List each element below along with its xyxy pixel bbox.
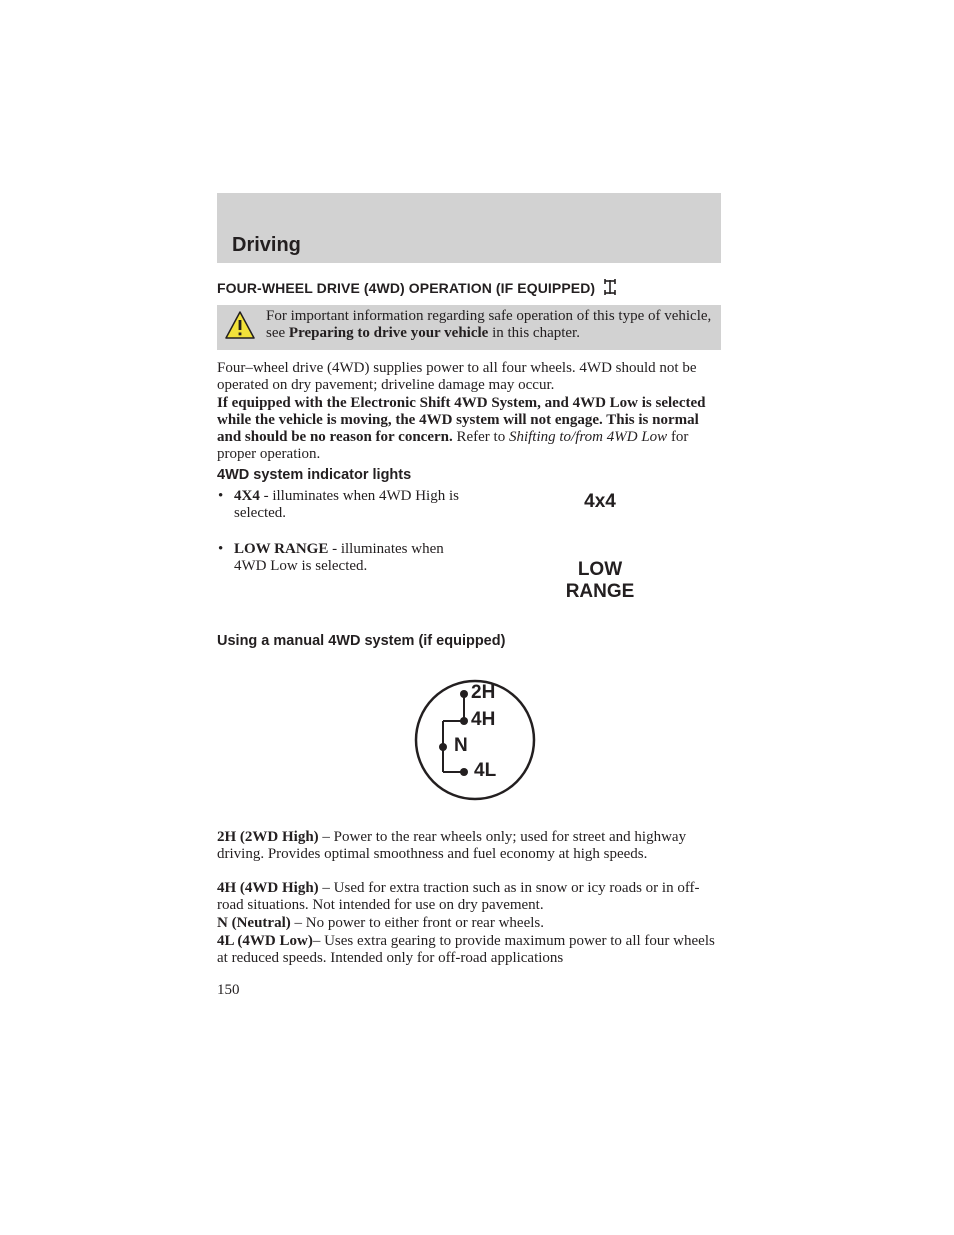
selector-position-4h: 4H xyxy=(471,709,496,730)
intro-paragraph: Four–wheel drive (4WD) supplies power to all four wheels. 4WD should not be operated on dry pavement; driveline damage may occur. xyxy=(217,360,697,393)
warning-text-after: in this chapter. xyxy=(488,325,580,341)
definition-4l xyxy=(217,933,721,967)
bullet-dot: • xyxy=(218,488,224,504)
definition-term: N (Neutral) xyxy=(217,915,291,931)
definition-term: 2H (2WD High) xyxy=(217,829,319,845)
shifting-reference: Shifting to/from 4WD Low xyxy=(508,429,668,445)
selector-position-n: N xyxy=(454,735,468,756)
indicator-description: - illuminates when 4WD High is selected. xyxy=(234,488,459,521)
section-title-text: FOUR-WHEEL DRIVE (4WD) OPERATION (IF EQUIPPED) xyxy=(217,280,596,296)
low-range-indicator-line2: RANGE xyxy=(565,581,635,602)
page-number: 150 xyxy=(217,982,240,998)
4wd-drivetrain-icon xyxy=(602,278,618,296)
warning-text xyxy=(266,308,718,342)
definition-text: – No power to either front or rear wheels. xyxy=(290,915,544,931)
chapter-title: Driving xyxy=(232,234,301,256)
definition-text: – Used for extra traction such as in snow or icy roads or in off-road situations. Not intended for use on dry pavement. xyxy=(217,880,700,913)
warning-triangle-icon xyxy=(224,310,256,340)
definition-term: 4H (4WD High) xyxy=(217,880,319,896)
selector-position-2h: 2H xyxy=(471,682,496,703)
definition-text: – Uses extra gearing to provide maximum power to all four wheels at reduced speeds. Intended only for off-road applications xyxy=(217,933,715,966)
definition-2h xyxy=(217,829,721,863)
refer-text-after: for proper operation. xyxy=(217,429,689,462)
selector-position-4l: 4L xyxy=(474,760,497,781)
indicator-label: 4X4 xyxy=(234,488,260,504)
low-range-indicator-line1: LOW xyxy=(577,559,623,580)
manual-4wd-heading: Using a manual 4WD system (if equipped) xyxy=(217,633,506,649)
indicator-label: LOW RANGE xyxy=(234,541,329,557)
list-item xyxy=(218,541,478,575)
warning-text-before: For important information regarding safe operation of this type of vehicle, see xyxy=(266,308,712,341)
definition-term: 4L (4WD Low) xyxy=(217,933,313,949)
transfer-case-selector-diagram xyxy=(413,678,537,802)
list-item xyxy=(218,488,478,522)
electronic-shift-warning: If equipped with the Electronic Shift 4WD System, and 4WD Low is selected while the vehicle is moving, the 4WD system will not engage. This is normal and should be no reason for concern. xyxy=(217,395,706,445)
definition-n xyxy=(217,915,721,932)
4x4-indicator-light: 4x4 xyxy=(584,491,616,512)
electronic-shift-paragraph xyxy=(217,395,721,463)
warning-link-text: Preparing to drive your vehicle xyxy=(288,325,489,341)
definition-text: – Power to the rear wheels only; used for street and highway driving. Provides optimal smoothness and fuel economy at high speeds. xyxy=(217,829,687,862)
bullet-dot: • xyxy=(218,541,224,557)
indicator-heading: 4WD system indicator lights xyxy=(217,467,412,483)
refer-text: Refer to xyxy=(452,429,509,445)
section-title xyxy=(217,278,618,296)
definition-4h xyxy=(217,880,721,914)
indicator-description: - illuminates when 4WD Low is selected. xyxy=(234,541,444,574)
low-range-indicator-light xyxy=(550,559,650,603)
